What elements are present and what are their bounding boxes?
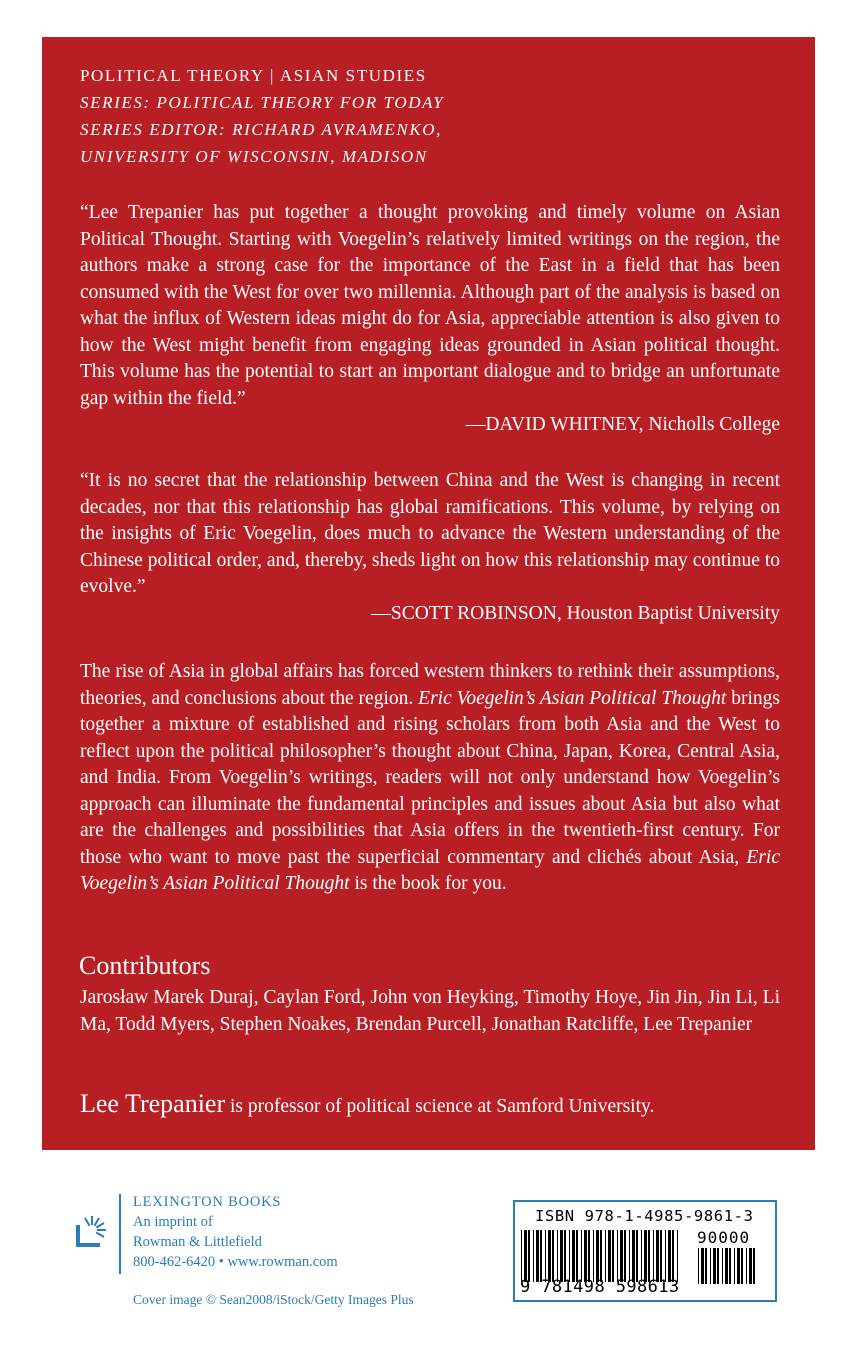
publisher-name: LEXINGTON BOOKS xyxy=(133,1194,282,1210)
ean-barcode-icon xyxy=(520,1230,680,1282)
price-barcode-icon xyxy=(697,1248,755,1284)
endorsement-quote: “It is no secret that the relationship between China and the West is changing in recent decades, nor that this relationship has global ramifications. This volume, by relying on the insights of Eric Voegelin, does much to advance the Western understanding of the Chinese political order, and, thereby, sheds light on how this relationship may continue to evolve.” xyxy=(80,470,780,597)
series-editor: SERIES EDITOR: RICHARD AVRAMENKO, xyxy=(80,120,442,139)
book-description: The rise of Asia in global affairs has forced western thinkers to rethink their assumptions, theories, and conclusions about the region. Eric Voegelin’s Asian Political Thought brings together a mixture of established and rising scholars from both Asia and the West to reflect upon the political philosopher’s thought about China, Japan, Korea, Central Asia, and India. From Voegelin’s writings, readers will not only understand how Voegelin’s approach can illuminate the fundamental principles and issues about Asia but also what are the challenges and possibilities that Asia offers in the twentieth-first century. For those who want to move past the superficial commentary and clichés about Asia, Eric Voegelin’s Asian Political Thought is the book for you. xyxy=(80,661,781,894)
series-title: SERIES: POLITICAL THEORY FOR TODAY xyxy=(80,93,445,112)
contributors-list: Jarosław Marek Duraj, Caylan Ford, John von Heyking, Timothy Hoye, Jin Jin, Jin Li, Li Ma, Todd Myers, Stephen Noakes, Brendan Purcell, Jonathan Ratcliffe, Lee Trepanier xyxy=(80,987,780,1035)
subject-categories: POLITICAL THEORY | ASIAN STUDIES xyxy=(80,66,427,85)
publisher-parent: Rowman & Littlefield xyxy=(133,1234,262,1250)
cover-image-credit: Cover image © Sean2008/iStock/Getty Images Plus xyxy=(133,1292,414,1307)
book-title-italic: Eric Voegelin’s Asian Political Thought xyxy=(418,687,727,709)
series-editor-affiliation: UNIVERSITY OF WISCONSIN, MADISON xyxy=(80,147,428,166)
endorsement-2 xyxy=(80,468,780,627)
endorsement-attribution: —SCOTT ROBINSON, Houston Baptist University xyxy=(371,602,780,624)
endorsement-attribution: —DAVID WHITNEY, Nicholls College xyxy=(465,414,780,435)
author-name: Lee Trepanier xyxy=(80,1089,226,1118)
publisher-divider xyxy=(119,1194,121,1274)
publisher-info xyxy=(133,1192,338,1272)
barcode-digits: 9 781498 598613 xyxy=(520,1277,680,1297)
endorsement-1 xyxy=(80,200,780,439)
contributors-heading: Contributors xyxy=(79,951,211,980)
book-title-italic: Eric Voegelin’s Asian Political Thought xyxy=(80,846,780,894)
isbn-text: ISBN 978-1-4985-9861-3 xyxy=(535,1207,754,1225)
publisher-contact: 800-462-6420 • www.rowman.com xyxy=(133,1254,338,1270)
price-code: 90000 xyxy=(697,1228,751,1247)
endorsement-quote: “Lee Trepanier has put together a thought provoking and timely volume on Asian Political Thought. Starting with Voegelin’s relatively limited writings on the region, the authors make a strong case for the importance of the East in a field that has been consumed with the West for over two millennia. Although part of the analysis is based on what the influx of Western ideas might do for Asia, appreciable attention is also given to how the West might benefit from engaging ideas grounded in Asian political thought. This volume has the potential to start an important dialogue and to bridge an unfortunate gap within the field.” xyxy=(80,202,780,409)
author-bio: Lee Trepanier is professor of political science at Samford University. xyxy=(80,1089,655,1118)
publisher-imprint: An imprint of xyxy=(133,1214,213,1230)
publisher-logo-icon xyxy=(74,1213,108,1249)
